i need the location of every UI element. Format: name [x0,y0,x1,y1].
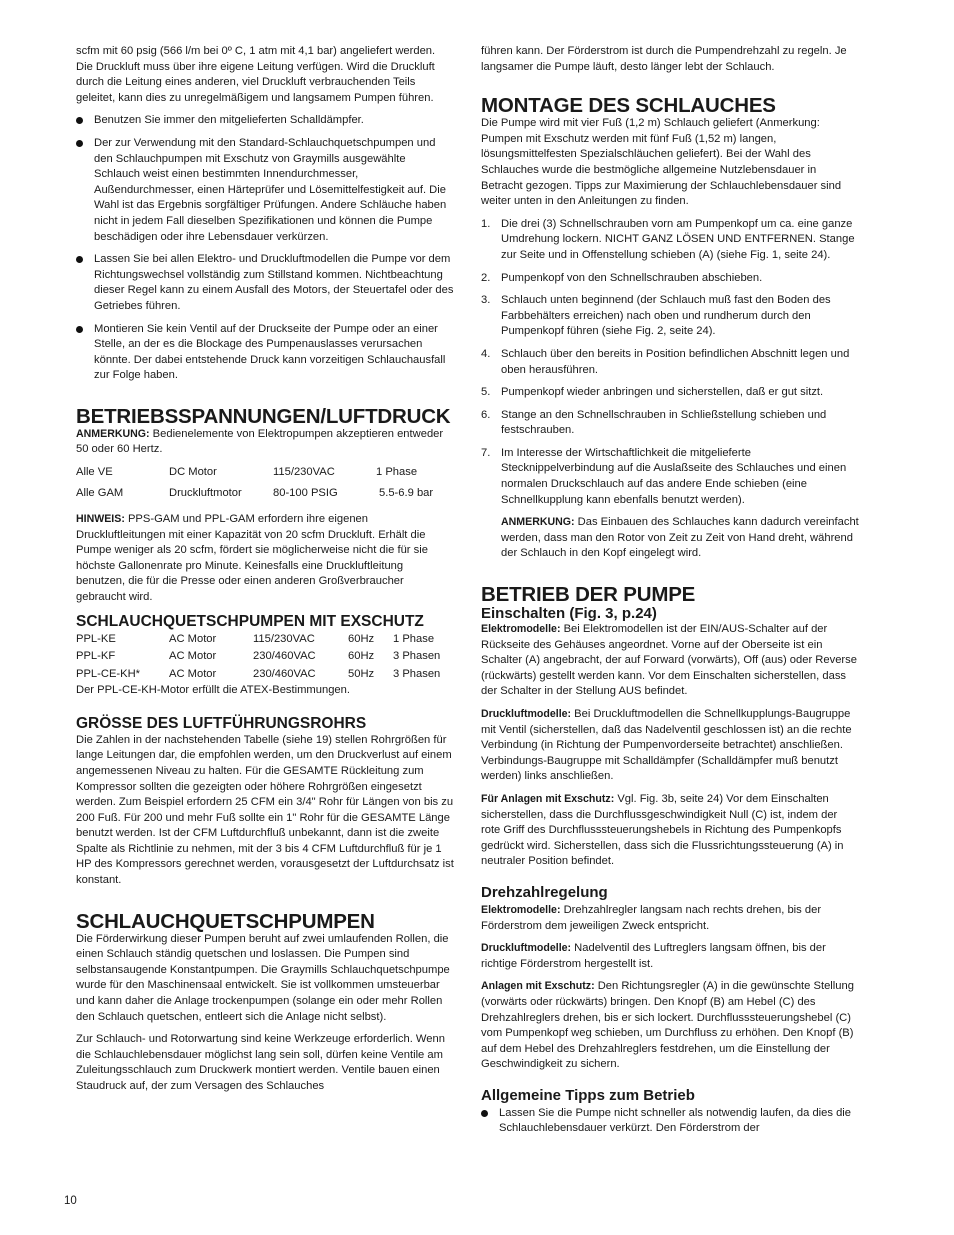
bullet-item: Lassen Sie die Pumpe nicht schneller als notwendig laufen, da dies die Schlauchlebensdauer verkürzt. Den Förderstrom der [481,1106,859,1137]
drehzahl-elektro: Elektromodelle: Drehzahlregler langsam nach rechts drehen, bis der Förderstrom dem jeweiligen Zweck entspricht. [481,903,822,932]
bullet-icon [76,117,83,124]
heading-montage: MONTAGE DES SCHLAUCHES [481,94,776,118]
bullet-item: Lassen Sie bei allen Elektro- und Druckluftmodellen die Pumpe vor dem Richtungswechsel vollständig zum Stillstand kommen. Nichtbeachtung dieser Regel kann zu einem Ausfall des Motors, der Steuertafel oder des Getriebes führen. [76,252,454,314]
bullet-item: Der zur Verwendung mit den Standard-Schlauchquetschpumpen und den Schlauchpumpen mit Exschutz von Graymills ausgewählte Schlauch weist einen bestimmten Innendurchmesser, Außendurchmesser, einen Härteprüfer und Lösemittelfestigkeit auf. Die Wahl ist das Ergebnis sorgfältiger Prüfungen. Andere Schläuche haben nicht in jedem Fall dieselben Spezifikationen und können die Pumpe beschädigen oder ihre Lebensdauer verkürzen. [76,136,454,245]
intro-paragraph: führen kann. Der Förderstrom ist durch die Pumpendrehzahl zu regeln. Je langsamer die Pumpe läuft, desto länger lebt der Schlauch. [481,45,847,73]
voltage-table [76,464,454,506]
groesse-paragraph: Die Zahlen in der nachstehenden Tabelle (siehe 19) stellen Rohrgrößen für lange Leitungen dar, die empfohlen werden, um den Druckverlust auf einem angemessenen Niveau zu halten. Für die GESAMTE Rückleitung zum Kompressor sollten die gezeigten oder höhere Rohrgrößen eingesetzt werden. Zum Beispiel erfordern 25 CFM ein 3/4" Rohr für Längen von bis zu 200 Fuß. Für 200 und mehr Fuß sollte ein 1" Rohr für die GESAMTE Länge benutzt werden. Ist der CFM Luftdurchfluß unbekannt, dann ist die zweite Spalte als Richtlinie zu nehmen, mit der 3 bis 4 CFM Luftdurchfluß für je 1 HP des Kompressors gerechnet werden, vorausgesetzt der Luftdurchsatz ist konstant. [76,733,454,887]
step-item: 2. Pumpenkopf von den Schnellschrauben abschieben. [481,271,763,284]
heading-allgemeine-tipps: Allgemeine Tipps zum Betrieb [481,1086,695,1104]
step-item: 1. Die drei (3) Schnellschrauben vorn am Pumpenkopf um ca. eine ganze Umdrehung lockern. NICHT GANZ LÖSEN UND ENTFERNEN. Stange zur Seite und in Offenstellung schieben (A) (siehe Fig. 1, seite 24). [481,217,855,261]
schlauch-paragraph-1: Die Förderwirkung dieser Pumpen beruht auf zwei umlaufenden Rollen, die einen Schlauch ständig quetschen und loslassen. Die Pumpen sind selbstansaugende Konstantpumpen. Die Graymills Schlauchquetschpumpe wurde für den Maschinensaal entwickelt. Sie ist vollkommen umsteuerbar und kann daher die Anlage trockenpumpen (solange ein oder mehr Rollen den Schlauch quetschen, entleert sich die Anlage nicht selbst). [76,932,450,1023]
bullet-icon [76,326,83,333]
table-row: Alle GAM Druckluftmotor 80-100 PSIG 5.5-6.9 bar [76,487,434,500]
step-anmerkung: ANMERKUNG: Das Einbauen des Schlauches kann dadurch vereinfacht werden, dass man den Rotor von Zeit zu Zeit von Hand dreht, während der Schlauch in den Kopf eingelegt wird. [501,516,859,560]
bullet-icon [76,256,83,263]
einschalten-druckluft: Druckluftmodelle: Bei Druckluftmodellen die Schnellkupplungs-Baugruppe mit Ventil (sicherstellen, daß das Nadelventil geschlossen ist) an die rechte Verbindung (in Richtung der Pumpenvorderseite betrachtet) anschließen. Verbindungs-Baugruppe mit Schalldämpfer (Schalldämpfer muß benutzt werden) links anschließen. [481,708,852,783]
bullet-item: Benutzen Sie immer den mitgelieferten Schalldämpfer. [76,113,454,129]
right-column [481,44,859,1144]
step-item: 3. Schlauch unten beginnend (der Schlauch muß fast den Boden des Farbbehälters erreichen) nach oben und rundherum durch den Pumpenkopf führen (siehe Fig. 2, seite 24). [481,294,831,338]
heading-drehzahlregelung: Drehzahlregelung [481,883,608,901]
anmerkung-paragraph: ANMERKUNG: Bedienelemente von Elektropumpen akzeptieren entweder 50 oder 60 Hertz. [76,427,444,456]
heading-einschalten: Einschalten (Fig. 3, p.24) [481,605,657,623]
step-item: 7. Im Interesse der Wirtschaftlichkeit die mitgelieferte Stecknippelverbindung auf die Auslaßseite des Schlauches und einen normalen Druckschlauch auf das andere Ende schieben (eine Schnellkupplung kann ebenfalls benutzt werden). [481,446,847,506]
heading-groesse: GRÖSSE DES LUFTFÜHRUNGSROHRS [76,714,367,732]
table-row: PPL-KF AC Motor 230/460VAC 60Hz 3 Phasen [76,650,441,663]
step-item: 6. Stange an den Schnellschrauben in Schließstellung schieben und festschrauben. [481,408,827,437]
table-row: Alle VE DC Motor 115/230VAC 1 Phase [76,466,418,479]
einschalten-anlagen: Für Anlagen mit Exschutz: Vgl. Fig. 3b, seite 24) Vor dem Einschalten sicherstellen, dass die Durchflussgeschwindigkeit Null (C) ist, indem der rote Griff des Durchflusssteuerungshebels in Richtung des Pumpenkopfs gedrückt wird. Sicherstellen, dass sich die Flussrichtungssteuerung (A) in neutraler Position befindet. [481,792,844,868]
exschutz-table [76,631,454,684]
bullet-icon [76,140,83,147]
step-item: 5. Pumpenkopf wieder anbringen und sicherstellen, daß er gut sitzt. [481,386,824,399]
step-item: 4. Schlauch über den bereits in Position befindlichen Abschnitt legen und oben herausführen. [481,347,850,376]
table-row: PPL-CE-KH* AC Motor 230/460VAC 50Hz 3 Phasen [76,667,441,680]
heading-betrieb-der-pumpe: BETRIEB DER PUMPE [481,583,696,607]
drehzahl-druckluft: Druckluftmodelle: Nadelventil des Luftreglers langsam öffnen, bis der richtige Förderstrom hergestellt ist. [481,942,826,970]
heading-betriebsspannungen: BETRIEBSSPANNUNGEN/LUFTDRUCK [76,404,451,428]
drehzahl-anlagen: Anlagen mit Exschutz: Den Richtungsregler (A) in die gewünschte Stellung (vorwärts oder rückwärts) bringen. Den Knopf (B) am Hebel (C) des Drehzahlreglers drehen, bis er sich lockert. Durchflusssteuerungshebel (C) vom Pumpenkopf weg schieben, um Durchfluss zu erhöhen. Den Knopf (B) auf dem Hebel des Drehzahlreglers festdrehen, um die Einstellung der Geschwindigkeit zu sichern. [481,980,854,1071]
bullet-icon [481,1110,488,1117]
atex-note: Der PPL-CE-KH-Motor erfüllt die ATEX-Bestimmungen. [76,684,350,697]
einschalten-elektro: Elektromodelle: Bei Elektromodellen ist der EIN/AUS-Schalter auf der Rückseite des Gehäuses angeordnet. Vorne auf der Oberseite ist ein Schalter (A) angebracht, der auf Forward (vorwärts), Off (aus) oder Reverse (rückwärts) gestellt werden kann. Vor dem Einschalten sicherstellen, dass der Schalter in der Stellung AUS befindet. [481,623,857,698]
table-row: PPL-KE AC Motor 115/230VAC 60Hz 1 Phase [76,632,435,645]
page-number: 10 [64,1195,77,1207]
montage-paragraph: Die Pumpe wird mit vier Fuß (1,2 m) Schlauch geliefert (Anmerkung: Pumpen mit Exschutz werden mit fünf Fuß (1,52 m) langen, lösungsmittelfesten Spezialschläuchen geliefert). Bei der Wahl des Schlauches wurde die bestmögliche allgemeine Nutzlebensdauer in Betracht gezogen. Tipps zur Maximierung der Schlauchlebensdauer sind weiter unten in den Anleitungen zu finden. [481,117,842,208]
bullet-item: Montieren Sie kein Ventil auf der Druckseite der Pumpe oder an einer Stelle, an der es die Blockage des Pumpenauslasses verursachen könnte. Der dabei entstehende Druck kann vorzeitigen Schlauchausfall zur Folge haben. [76,322,454,384]
hinweis-paragraph: HINWEIS: PPS-GAM und PPL-GAM erfordern ihre eigenen Druckluftleitungen mit einer Kapazität von 20 scfm Druckluft. Erhält die Pumpe weniger als 20 scfm, fördert sie möglicherweise nicht die für sie höchste Gallonenrate pro Minute. Keinesfalls eine Druckluftleitung benutzen, die für die Presse oder einen anderen Großverbraucher gebraucht wird. [76,513,428,604]
left-column [76,44,454,1102]
intro-paragraph: scfm mit 60 psig (566 l/m bei 0º C, 1 atm mit 4,1 bar) angeliefert werden. Die Druckluft muss über ihre eigene Leitung verfügen. Wird die Druckluft durch die Leitung eines anderen, viel Druckluft verbrauchenden Teils geleitet, kann dies zu unregelmäßigem und langsamem Pumpen führen. [76,45,436,104]
heading-exschutz: SCHLAUCHQUETSCHPUMPEN MIT EXSCHUTZ [76,612,424,630]
heading-schlauchquetschpumpen: SCHLAUCHQUETSCHPUMPEN [76,909,375,933]
schlauch-paragraph-2: Zur Schlauch- und Rotorwartung sind keine Werkzeuge erforderlich. Wenn die Schlauchlebensdauer möglichst lang sein soll, dürfen keine Ventile am Zuleitungsschlauch zum Druckwerk montiert werden. Ventile bauen einen Staudruck auf, der zum Versagen des Schlauches [76,1033,445,1092]
